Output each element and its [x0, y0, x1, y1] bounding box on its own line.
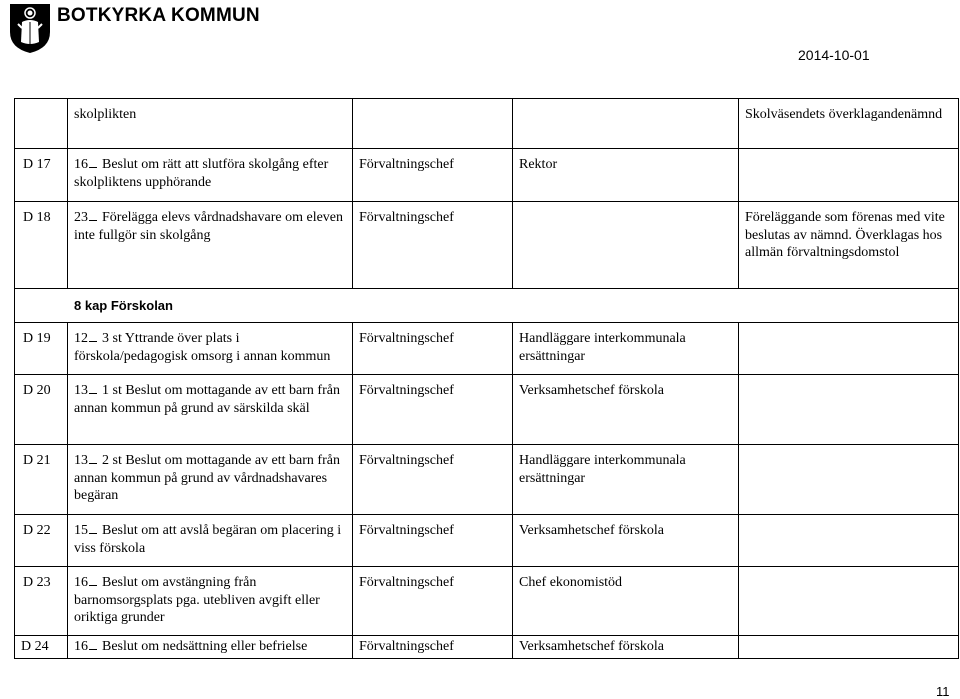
row-text: 16 Beslut om nedsättning eller befrielse	[68, 636, 353, 659]
row-vidaredelegat: Handläggare interkommunala ersättningar	[513, 445, 739, 515]
row-anmarkning	[739, 445, 959, 515]
page-number: 11	[936, 684, 950, 699]
row-id	[15, 99, 68, 149]
row-text: 13 2 st Beslut om mottagande av ett barn från annan kommun på grund av vårdnadshavares begäran	[68, 445, 353, 515]
row-id: D 17	[15, 149, 68, 202]
row-delegat: Förvaltningschef	[353, 636, 513, 659]
row-id: D 23	[15, 567, 68, 636]
row-id: D 21	[15, 445, 68, 515]
row-vidaredelegat: Rektor	[513, 149, 739, 202]
table-row	[15, 99, 959, 149]
row-delegat: Förvaltningschef	[353, 202, 513, 289]
row-vidaredelegat: Chef ekonomistöd	[513, 567, 739, 636]
row-vidaredelegat	[513, 99, 739, 149]
section-heading-row	[15, 289, 959, 323]
table-row	[15, 375, 959, 445]
row-text: 13 1 st Beslut om mottagande av ett barn från annan kommun på grund av särskilda skäl	[68, 375, 353, 445]
table-row	[15, 515, 959, 567]
botkyrka-coat-of-arms-icon	[8, 2, 52, 54]
paragraph-number: 16	[74, 157, 88, 172]
row-delegat: Förvaltningschef	[353, 323, 513, 375]
paragraph-sign	[89, 382, 97, 394]
row-id: D 24	[15, 636, 68, 659]
document-date: 2014-10-01	[798, 47, 870, 63]
section-heading: 8 kap Förskolan	[15, 289, 959, 323]
row-text: 23 Förelägga elevs vårdnadshavare om eleven inte fullgör sin skolgång	[68, 202, 353, 289]
row-vidaredelegat: Handläggare interkommunala ersättningar	[513, 323, 739, 375]
row-id: D 19	[15, 323, 68, 375]
row-anmarkning	[739, 323, 959, 375]
row-vidaredelegat: Verksamhetschef förskola	[513, 515, 739, 567]
row-delegat: Förvaltningschef	[353, 375, 513, 445]
paragraph-sign	[89, 209, 97, 221]
row-delegat: Förvaltningschef	[353, 149, 513, 202]
row-vidaredelegat: Verksamhetschef förskola	[513, 375, 739, 445]
row-delegat: Förvaltningschef	[353, 515, 513, 567]
paragraph-number: 16	[74, 639, 88, 654]
row-text: 15 Beslut om att avslå begäran om placering i viss förskola	[68, 515, 353, 567]
organization-name: BOTKYRKA KOMMUN	[57, 5, 260, 26]
paragraph-sign	[89, 452, 97, 464]
table-row	[15, 323, 959, 375]
row-delegat	[353, 99, 513, 149]
table-row	[15, 149, 959, 202]
paragraph-number: 12	[74, 331, 88, 346]
row-text: 16 Beslut om rätt att slutföra skolgång efter skolpliktens upphörande	[68, 149, 353, 202]
row-anmarkning	[739, 636, 959, 659]
paragraph-number: 13	[74, 453, 88, 468]
table-row	[15, 567, 959, 636]
row-id: D 18	[15, 202, 68, 289]
paragraph-sign	[89, 330, 97, 342]
row-vidaredelegat: Verksamhetschef förskola	[513, 636, 739, 659]
delegation-table	[14, 98, 959, 659]
row-text: 16 Beslut om avstängning från barnomsorgsplats pga. utebliven avgift eller oriktiga grunder	[68, 567, 353, 636]
row-delegat: Förvaltningschef	[353, 445, 513, 515]
table-row	[15, 445, 959, 515]
paragraph-sign	[89, 574, 97, 586]
paragraph-number: 23	[74, 210, 88, 225]
row-id: D 20	[15, 375, 68, 445]
row-anmarkning	[739, 375, 959, 445]
paragraph-number: 15	[74, 523, 88, 538]
row-delegat: Förvaltningschef	[353, 567, 513, 636]
table-row	[15, 636, 959, 659]
row-vidaredelegat	[513, 202, 739, 289]
paragraph-sign	[89, 638, 97, 650]
table-row	[15, 202, 959, 289]
row-anmarkning: Skolväsendets överklagandenämnd	[739, 99, 959, 149]
paragraph-number: 13	[74, 383, 88, 398]
paragraph-sign	[89, 522, 97, 534]
row-anmarkning	[739, 567, 959, 636]
row-anmarkning: Föreläggande som förenas med vite beslutas av nämnd. Överklagas hos allmän förvaltningsdomstol	[739, 202, 959, 289]
row-id: D 22	[15, 515, 68, 567]
paragraph-sign	[89, 156, 97, 168]
row-anmarkning	[739, 515, 959, 567]
row-text: skolplikten	[68, 99, 353, 149]
paragraph-number: 16	[74, 575, 88, 590]
row-anmarkning	[739, 149, 959, 202]
row-text: 12 3 st Yttrande över plats i förskola/pedagogisk omsorg i annan kommun	[68, 323, 353, 375]
